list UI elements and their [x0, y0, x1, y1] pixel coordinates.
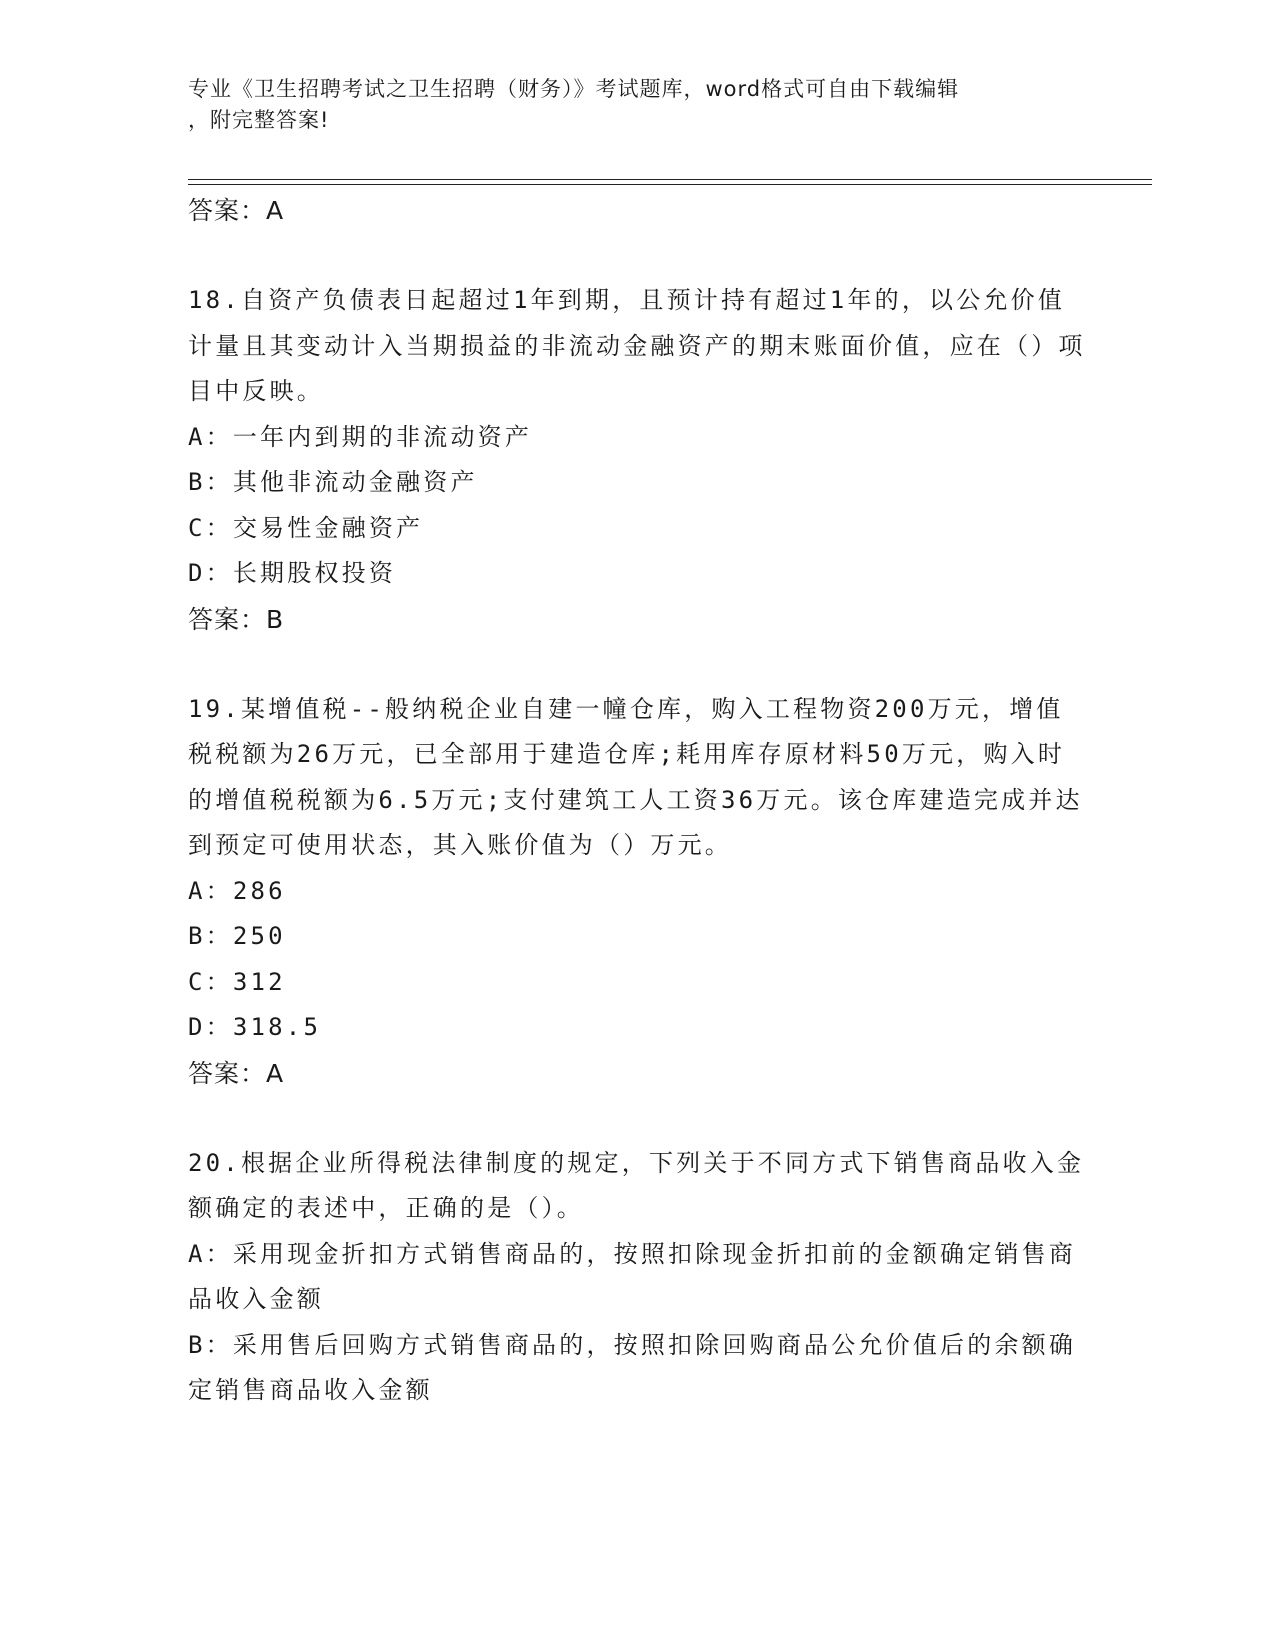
- option-b: B：250: [188, 922, 286, 950]
- header-line-2: ，附完整答案!: [188, 108, 330, 132]
- answer: 答案：A: [188, 1058, 285, 1088]
- question-stem: 20.根据企业所得税法律制度的规定，下列关于不同方式下销售商品收入金额确定的表述中，正确的是（）。: [188, 1148, 1085, 1222]
- option-c: C：312: [188, 967, 286, 996]
- question-20: [188, 1141, 1088, 1414]
- option-a: A：一年内到期的非流动资产: [188, 422, 533, 451]
- header-line-1: 专业《卫生招聘考试之卫生招聘（财务）》考试题库，word格式可自由下载编辑: [188, 77, 960, 101]
- option-c: C：交易性金融资产: [188, 513, 424, 542]
- question-stem: 18.自资产负债表日起超过1年到期，且预计持有超过1年的，以公允价值计量且其变动计入当期损益的非流动金融资产的期末账面价值，应在（）项目中反映。: [188, 286, 1086, 405]
- header-rule-top: [188, 179, 1152, 180]
- question-list: [188, 188, 1088, 1414]
- header-rule-bottom: [188, 184, 1152, 185]
- question-stem: 19.某增值税--般纳税企业自建一幢仓库，购入工程物资200万元，增值税税额为26万元，已全部用于建造仓库;耗用库存原材料50万元，购入时的增值税税额为6.5万元;支付建筑工人工资36万元。该仓库建造完成并达到预定可使用状态，其入账价值为（）万元。: [188, 694, 1083, 859]
- option-b: B：其他非流动金融资产: [188, 468, 478, 496]
- option-d: D：318.5: [188, 1013, 322, 1041]
- option-a: A：286: [188, 876, 286, 905]
- answer-prev: 答案：A: [188, 196, 285, 225]
- question-19: [188, 687, 1088, 1096]
- document-header: [188, 74, 1068, 136]
- question-18: [188, 278, 1088, 642]
- option-a: A：采用现金折扣方式销售商品的，按照扣除现金折扣前的金额确定销售商品收入金额: [188, 1239, 1077, 1313]
- answer: 答案：B: [188, 604, 285, 634]
- option-d: D：长期股权投资: [188, 559, 397, 587]
- option-b: B：采用售后回购方式销售商品的，按照扣除回购商品公允价值后的余额确定销售商品收入金额: [188, 1330, 1077, 1404]
